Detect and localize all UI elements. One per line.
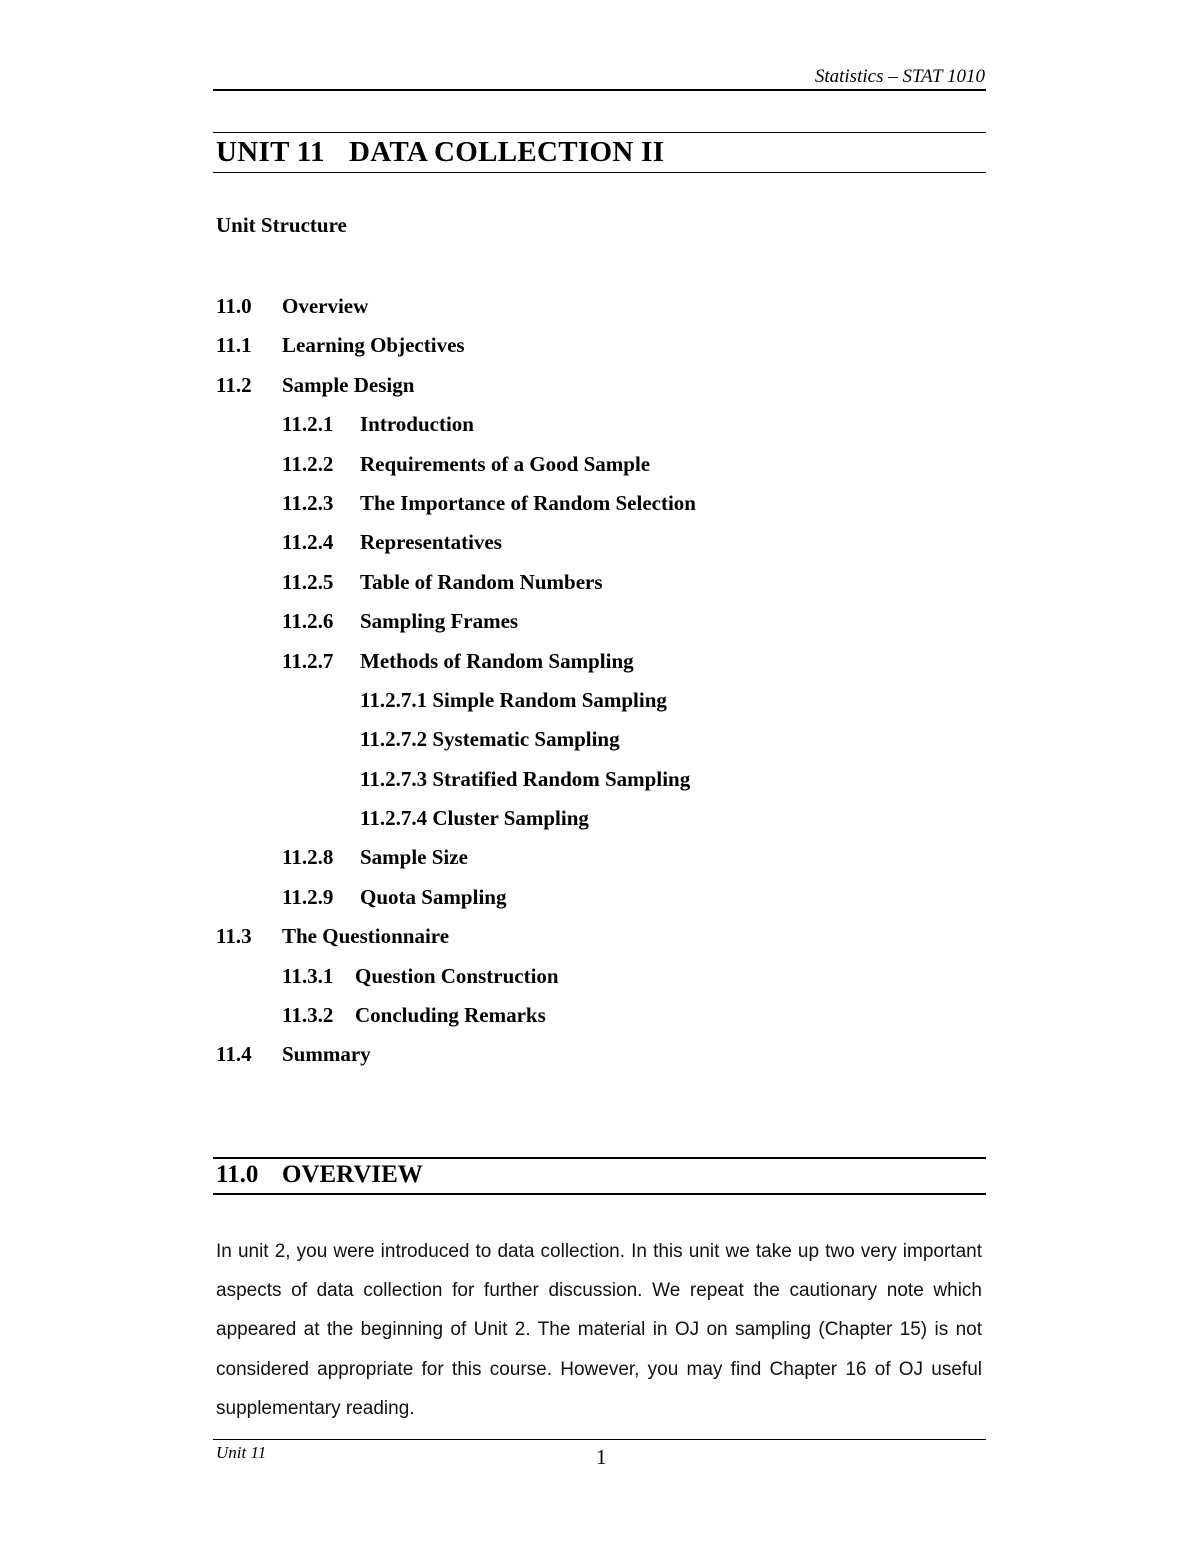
toc-text: Learning Objectives bbox=[282, 333, 465, 358]
toc-number: 11.2.6 bbox=[282, 609, 334, 634]
toc-item bbox=[216, 448, 976, 487]
table-of-contents bbox=[216, 290, 976, 1078]
toc-item bbox=[216, 290, 976, 329]
toc-text: 11.2.7.4 Cluster Sampling bbox=[360, 806, 589, 831]
toc-text: Introduction bbox=[360, 412, 474, 437]
toc-text: 11.2.7.1 Simple Random Sampling bbox=[360, 687, 667, 712]
toc-text: Question Construction bbox=[355, 963, 559, 988]
toc-text: Quota Sampling bbox=[360, 884, 507, 909]
toc-number: 11.2 bbox=[216, 372, 252, 397]
toc-number: 11.2.3 bbox=[282, 490, 334, 515]
toc-number: 11.3 bbox=[216, 924, 252, 949]
unit-structure-label: Unit Structure bbox=[216, 213, 347, 237]
toc-text: Sample Design bbox=[282, 372, 415, 397]
page-number: 1 bbox=[596, 1445, 607, 1469]
toc-text: Summary bbox=[282, 1042, 371, 1067]
toc-text: Requirements of a Good Sample bbox=[360, 451, 651, 476]
toc-item bbox=[216, 645, 976, 684]
toc-item bbox=[216, 723, 976, 762]
toc-text: Concluding Remarks bbox=[355, 1003, 546, 1028]
unit-number: UNIT 11 bbox=[216, 136, 325, 168]
section-title: OVERVIEW bbox=[282, 1161, 423, 1188]
toc-text: Representatives bbox=[360, 530, 502, 555]
toc-number: 11.3.2 bbox=[282, 1003, 334, 1028]
toc-text: 11.2.7.2 Systematic Sampling bbox=[360, 727, 620, 752]
toc-number: 11.2.7 bbox=[282, 648, 334, 673]
toc-text: Sampling Frames bbox=[360, 609, 519, 634]
toc-number: 11.2.4 bbox=[282, 530, 334, 555]
toc-item bbox=[216, 369, 976, 408]
toc-item bbox=[216, 960, 976, 999]
toc-item bbox=[216, 566, 976, 605]
toc-number: 11.2.2 bbox=[282, 451, 334, 476]
toc-text: Sample Size bbox=[360, 845, 468, 870]
toc-item bbox=[216, 487, 976, 526]
toc-item bbox=[216, 802, 976, 841]
toc-text: 11.2.7.3 Stratified Random Sampling bbox=[360, 766, 691, 791]
toc-item bbox=[216, 1038, 976, 1077]
section-heading bbox=[216, 1161, 423, 1189]
header-rule bbox=[213, 89, 986, 91]
toc-item bbox=[216, 920, 976, 959]
toc-number: 11.0 bbox=[216, 294, 252, 318]
running-header: Statistics – STAT 1010 bbox=[814, 66, 985, 87]
toc-number: 11.2.9 bbox=[282, 884, 334, 909]
title-top-rule bbox=[213, 132, 986, 133]
toc-number: 11.1 bbox=[216, 333, 252, 358]
overview-paragraph: In unit 2, you were introduced to data collection. In this unit we take up two very important aspects of data collection for further discussion. We repeat the cautionary note which appeared at the beginning of Unit 2. The material in OJ on sampling (Chapter 15) is not considered appropriate for this course. However, you may find Chapter 16 of OJ useful supplementary reading. bbox=[216, 1241, 982, 1419]
toc-text: The Questionnaire bbox=[282, 924, 450, 949]
toc-item bbox=[216, 841, 976, 880]
toc-item bbox=[216, 999, 976, 1038]
footer-rule bbox=[213, 1439, 986, 1440]
toc-number: 11.3.1 bbox=[282, 963, 334, 988]
footer-unit-label: Unit 11 bbox=[216, 1443, 267, 1462]
toc-text: The Importance of Random Selection bbox=[360, 490, 696, 515]
title-bottom-rule bbox=[213, 172, 986, 173]
toc-item bbox=[216, 684, 976, 723]
toc-text: Methods of Random Sampling bbox=[360, 648, 634, 673]
section-top-rule bbox=[213, 1157, 986, 1159]
toc-number: 11.2.1 bbox=[282, 412, 334, 437]
toc-text: Overview bbox=[282, 294, 369, 318]
section-number: 11.0 bbox=[216, 1161, 259, 1188]
toc-number: 11.4 bbox=[216, 1042, 252, 1067]
toc-item bbox=[216, 408, 976, 447]
toc-number: 11.2.8 bbox=[282, 845, 334, 870]
toc-text: Table of Random Numbers bbox=[360, 569, 603, 594]
unit-title-text: DATA COLLECTION II bbox=[349, 136, 665, 168]
toc-item bbox=[216, 881, 976, 920]
toc-item bbox=[216, 763, 976, 802]
toc-item bbox=[216, 526, 976, 565]
unit-title bbox=[216, 136, 664, 169]
toc-item bbox=[216, 329, 976, 368]
toc-item bbox=[216, 605, 976, 644]
toc-number: 11.2.5 bbox=[282, 569, 334, 594]
section-bottom-rule bbox=[213, 1193, 986, 1195]
